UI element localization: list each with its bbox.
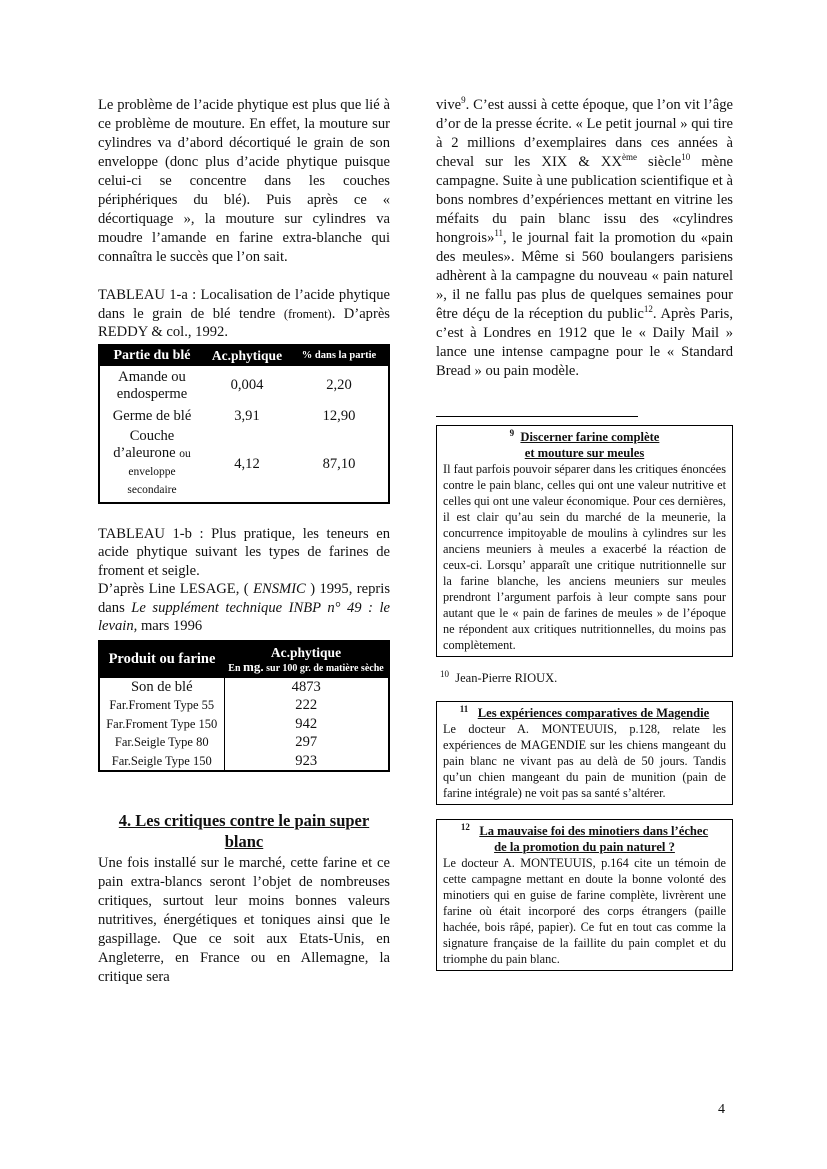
footnote-11-body: Le docteur A. MONTEUUIS, p.128, relate les expériences de MAGENDIE sur les chiens mangeant du pain blanc ne vivant pas au delà de 50 jours. Tandis qu’un chien mangeant du pain de munition (pain de farine intégrale) ne voit pas sa santé s’altérer. — [443, 722, 726, 800]
table1-cell-ac: 4,12 — [234, 455, 260, 472]
table2-header-value: Ac.phytique En mg. sur 100 gr. de matière sèche — [224, 641, 389, 678]
table1-cell-pct: 2,20 — [326, 377, 352, 393]
table2-cell-name: Far.Seigle Type 150 — [111, 753, 212, 768]
left-column — [98, 96, 390, 987]
page-number: 4 — [718, 1102, 725, 1117]
table-row — [99, 366, 389, 406]
footnote-ref-10: 10 — [681, 152, 691, 163]
table1-header-part: Partie du blé — [99, 345, 204, 366]
table2-cell-name: Far.Seigle Type 80 — [114, 735, 209, 749]
right-column — [436, 96, 733, 971]
table-acide-phytique-farines — [98, 640, 390, 773]
footnote-ref-12: 12 — [643, 304, 653, 315]
footnote-11 — [436, 701, 733, 805]
footnote-separator — [436, 416, 638, 417]
table1-cell-part: Couche d’aleurone ou enveloppe secondaire — [113, 427, 191, 496]
table2-cell-name: Far.Froment Type 150 — [106, 716, 218, 731]
table1-cell-ac: 3,91 — [234, 407, 260, 424]
table-row — [99, 752, 389, 772]
footnote-12-title: $^{12}$ La mauvaise foi des minotiers dans l’échec de la promotion du pain naturel ? — [460, 821, 709, 854]
table2-cell-value: 222 — [224, 696, 389, 715]
footnote-12-body: Le docteur A. MONTEUUIS, p.164 cite un témoin de cette campagne mettant en doute la bonne volonté des minotiers qui en guise de farine complète, livrèrent une farine où était incorporé des corps étrangers (paille hachée, bois râpé, papier). Ce fut en tout cas comme la signature française de la faillite du pain complet et du triomphe du pain blanc. — [443, 856, 726, 966]
table1-header-pct: % dans la partie — [290, 345, 389, 366]
table1-header-row — [99, 345, 389, 366]
paragraph-mouture: Le problème de l’acide phytique est plus que lié à ce problème de mouture. En effet, la mouture sur cylindres va d’abord décortiqué le grain de son enveloppe (donc plus d’acide phytique puisque celui-ci se concentre dans les couches périphériques du blé). Puis après ce « décortiquage », la mouture sur cylindres va moudre l’amande en farine extra-blanche qui connaîtra le succès que l’on sait. — [98, 97, 390, 265]
table2-cell-value: 4873 — [224, 678, 389, 697]
footnote-12 — [436, 819, 733, 971]
table-row — [99, 715, 389, 734]
table2-cell-name: Son de blé — [130, 678, 193, 695]
table1-cell-pct: 87,10 — [322, 455, 356, 472]
table-row — [99, 678, 389, 697]
footnote-ref-11: 11 — [494, 228, 504, 239]
table2-header-product: Produit ou farine — [99, 641, 224, 678]
table1-cell-pct: 12,90 — [322, 407, 356, 424]
footnote-9-body: Il faut parfois pouvoir séparer dans les critiques énoncées contre le pain blanc, celles qui ont une valeur nutritive et celles qui ont une valeur économique. Pour ces dernières, il est clair qu’au sein du marché de la meunerie, la concurrence impitoyable de moulins à cylindres sur les anciens meuniers à meules a exacerbé la réaction de ceux-ci. Lorsqu’ apparaît une critique nutritionnelle sur la farine blanche, les anciens meuniers sur meules prendront l’argument parfois à leur compte sans pour autant que le « pain de farines de meules » de l’époque ne répondent aux critiques nutritionnelles, du moins pas complètement. — [443, 462, 726, 652]
footnote-10: $^{10}$ Jean-Pierre RIOUX. — [440, 668, 558, 685]
table1-header-ac: Ac.phytique — [204, 345, 290, 366]
paragraph-presse: vive$^9$. C’est aussi à cette époque, que l’on vit l’âge d’or de la presse écrite. « Le petit journal » qui tire à 2 millions d’exemplaires dans ces années à cheval sur les XIX & XXème siècle$^{10}$ mène campagne. Suite à une publication scientifique et à bons nombres d’expériences mettant en vitrine les méfaits du pain blanc issu des «cylindres hongrois»$^{11}$, le journal fait la promotion du «pain des meules». Même si 560 boulangers parisiens adhèrent à la campagne du nouveau « pain naturel », il ne fallu pas plus de quelques semaines pour être déçu de la réception du public$^{12}$. Après Paris, c’est à Londres en 1912 que le « Daily Mail » lance une intense campagne pour le « Standard Bread » ou pain modèle. — [436, 95, 733, 379]
table2-cell-value: 923 — [224, 752, 389, 772]
table2-cell-value: 942 — [224, 715, 389, 734]
paragraph-critiques: Une fois installé sur le marché, cette farine et ce pain extra-blancs seront l’objet de nombreuses critiques, surtout leur moins bonnes valeurs nutritives, énergétiques et toniques ainsi que le gaspillage. Que ce soit aux Etats-Unis, en Angleterre, en France ou en Allemagne, la critique sera — [98, 855, 390, 985]
table1-cell-ac: 0,004 — [230, 377, 264, 393]
table2-header-row — [99, 641, 389, 678]
table1-caption: TABLEAU 1-a : Localisation de l’acide phytique dans le grain de blé tendre (froment). D’après REDDY & col., 1992. — [98, 287, 390, 340]
table-acide-phytique-grain — [98, 344, 390, 504]
table-row — [99, 696, 389, 715]
table-row — [99, 427, 389, 503]
table-row — [99, 733, 389, 752]
footnote-9-title: $^9$ Discerner farine complète et mouture sur meules — [509, 427, 660, 460]
footnote-11-title: $^{11}$ Les expériences comparatives de Magendie — [459, 703, 710, 720]
table2-caption: TABLEAU 1-b : Plus pratique, les teneurs en acide phytique suivant les types de farines de froment et seigle. D’après Line LESAGE, ( ENSMIC ) 1995, repris dans Le supplément technique INBP n° 49 : le levain, mars 1996 — [98, 525, 391, 634]
footnote-9 — [436, 425, 733, 657]
footnote-ref-9: 9 — [461, 95, 466, 106]
section-title: 4. Les critiques contre le pain super blanc — [118, 811, 370, 851]
table2-cell-value: 297 — [224, 733, 389, 752]
table1-cell-part: Germe de blé — [112, 407, 192, 424]
table1-cell-part: Amande ou endosperme — [116, 368, 188, 402]
table2-cell-name: Far.Froment Type 55 — [109, 698, 215, 712]
table-row — [99, 406, 389, 427]
